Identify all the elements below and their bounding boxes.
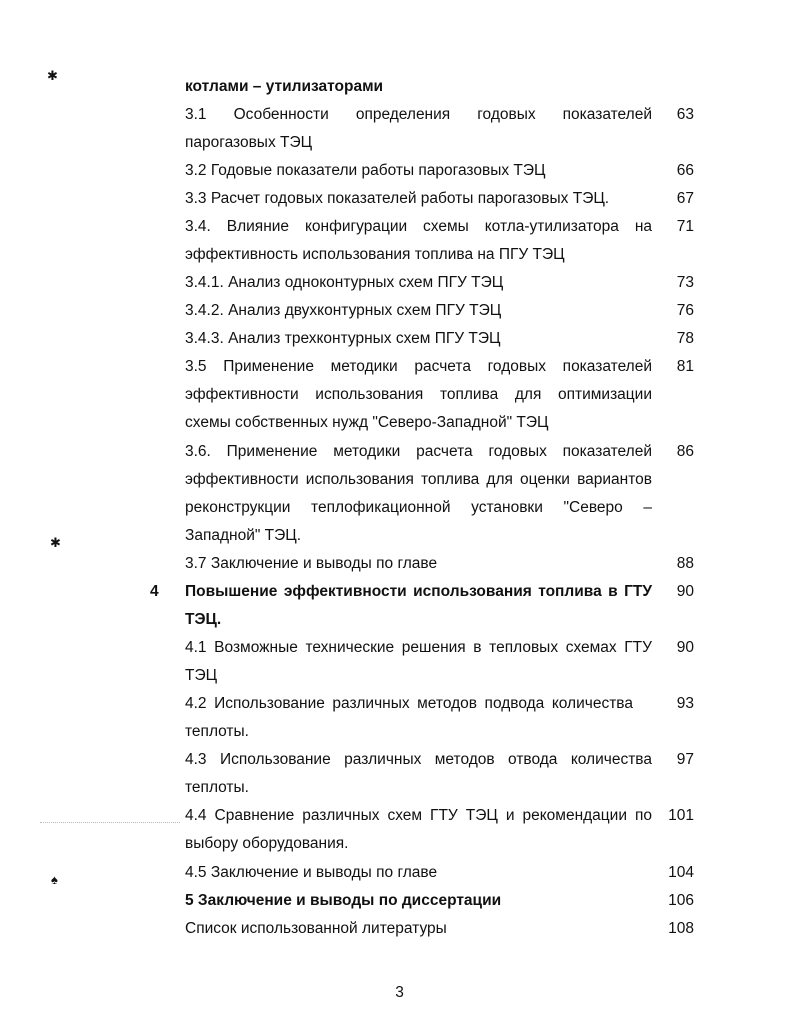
toc-entry-page: 93 bbox=[676, 695, 694, 712]
toc-entry-page: 90 bbox=[676, 639, 694, 656]
toc-entry-title: 3.6. Применение методики расчета годовых показателей эффективности использования топлива для оценки вариантов реконструкции теплофикационной установки "Северо – Западной" ТЭЦ. bbox=[185, 443, 652, 544]
toc-entry-title: Повышение эффективности использования топлива в ГТУ ТЭЦ. bbox=[185, 583, 652, 628]
toc-entry-title: котлами – утилизаторами bbox=[185, 78, 384, 95]
toc-entry-page: 63 bbox=[676, 106, 694, 123]
toc-chapter-number: 4 bbox=[150, 583, 159, 600]
toc-entry-title: 4.5 Заключение и выводы по главе bbox=[185, 864, 438, 881]
toc-entry-title: 5 Заключение и выводы по диссертации bbox=[185, 892, 502, 909]
toc-entry-page: 101 bbox=[668, 807, 694, 824]
toc-entry-page: 71 bbox=[676, 218, 694, 235]
toc-entry-page: 81 bbox=[676, 358, 694, 375]
toc-entry-title: 4.1 Возможные технические решения в тепловых схемах ГТУ ТЭЦ bbox=[185, 639, 652, 684]
toc-entry-title: 3.4.2. Анализ двухконтурных схем ПГУ ТЭЦ bbox=[185, 302, 502, 319]
scan-dot-mark: ✱ bbox=[50, 535, 61, 550]
toc-entry-page: 86 bbox=[676, 443, 694, 460]
scan-dotted-line bbox=[40, 822, 180, 823]
toc-entry-title: 3.7 Заключение и выводы по главе bbox=[185, 555, 438, 572]
toc-entry-page: 108 bbox=[668, 920, 694, 937]
scan-dot-mark: ♠ bbox=[51, 872, 58, 887]
toc-entry-title: 4.2 Использование различных методов подвода количества теплоты. bbox=[185, 695, 633, 740]
toc-entry-title: 3.4.1. Анализ одноконтурных схем ПГУ ТЭЦ bbox=[185, 274, 504, 291]
toc-entry-page: 104 bbox=[668, 864, 694, 881]
toc-entry-title: 3.4.3. Анализ трехконтурных схем ПГУ ТЭЦ bbox=[185, 330, 501, 347]
toc-entry-page: 78 bbox=[676, 330, 694, 347]
toc-entry-title: Список использованной литературы bbox=[185, 920, 447, 937]
toc-entry-page: 66 bbox=[676, 162, 694, 179]
toc-entry-title: 3.4. Влияние конфигурации схемы котла-утилизатора на эффективность использования топлива на ПГУ ТЭЦ bbox=[185, 218, 652, 263]
toc-entry-title: 3.5 Применение методики расчета годовых показателей эффективности использования топлива для оптимизации схемы собственных нужд "Северо-Западной" ТЭЦ bbox=[185, 358, 652, 431]
toc-entry-page: 67 bbox=[676, 190, 694, 207]
toc-entry-page: 73 bbox=[676, 274, 694, 291]
page-number: 3 bbox=[395, 984, 404, 1001]
toc-entry-title: 3.2 Годовые показатели работы парогазовых ТЭЦ bbox=[185, 162, 546, 179]
toc-entry-page: 88 bbox=[676, 555, 694, 572]
scan-dot-mark: ✱ bbox=[47, 68, 58, 83]
toc-entry-page: 76 bbox=[676, 302, 694, 319]
toc-entry-page: 90 bbox=[676, 583, 694, 600]
toc-entry-title: 4.3 Использование различных методов отвода количества теплоты. bbox=[185, 751, 652, 796]
toc-entry-title: 3.1 Особенности определения годовых показателей парогазовых ТЭЦ bbox=[185, 106, 652, 151]
toc-entry-page: 97 bbox=[676, 751, 694, 768]
toc-entry-title: 3.3 Расчет годовых показателей работы парогазовых ТЭЦ. bbox=[185, 190, 610, 207]
toc-entry-page: 106 bbox=[668, 892, 694, 909]
toc-entry-title: 4.4 Сравнение различных схем ГТУ ТЭЦ и рекомендации по выбору оборудования. bbox=[185, 807, 652, 852]
